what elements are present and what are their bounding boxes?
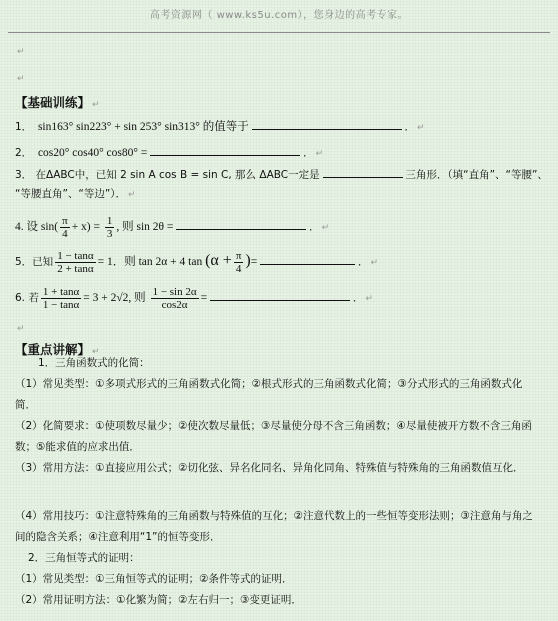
question-5: 5．已知 $\frac{1 - \tan\alpha}{2 + \tan\alpha}$ = 1．则 tan 2α + 4 tan (α + $\frac{\pi}{4}$ )= ． ↵ (15, 250, 378, 275)
question-3-line-1: 3． 在ΔABC中，已知 2 sin A cos B = sin C, 那么 ΔABC一定是 三角形．（填“直角”、“等腰”、 (15, 169, 548, 181)
question-6: 6. 若 $\frac{1 + \tan\alpha}{1 - \tan\alpha}$ = 3 + 2√2, 则 $\frac{1 - \sin 2\alpha}{\cos 2\alpha}$ = ． ↵ (15, 286, 373, 311)
paragraph-mark: ↵ (17, 324, 25, 334)
question-2: 2． cos20° cos40° cos80° = ． ↵ (15, 147, 324, 159)
subsection-identity-proof: 2．三角恒等式的证明： (28, 552, 140, 564)
paragraph-mark: ↵ (17, 47, 25, 57)
paragraph-methods: （3）常用方法：①直接应用公式；②切化弦、异名化同名、异角化同角、特殊值与特殊角的三角函数值互化． (15, 462, 524, 474)
paragraph-common-types: （1）常见类型：①多项式形式的三角函数式化简；②根式形式的三角函数式化简；③分式形式的三角函数式化简． (15, 378, 523, 411)
answer-blank[interactable] (150, 145, 300, 156)
section-title-basic-training: 【基础训练】 ↵ (15, 95, 100, 110)
answer-blank[interactable] (176, 219, 306, 230)
paragraph-mark: ↵ (17, 74, 25, 84)
paragraph-proof-methods: （2）常用证明方法：①化繁为简；②左右归一；③变更证明． (15, 594, 302, 606)
question-3-line-2: “等腰直角”、“等边”）． ↵ (15, 188, 136, 200)
section-title-key-points: 【重点讲解】 ↵ (15, 342, 100, 357)
answer-blank[interactable] (260, 254, 355, 265)
subsection-simplification: 1．三角函数式的化简： (38, 357, 150, 369)
paragraph-requirements: （2）化简要求：①使项数尽量少；②使次数尽量低；③尽量使分母不含三角函数；④尽量使被开方数不含三角函数；⑤能求值的应求出值． (15, 420, 532, 453)
question-4: 4. 设 sin( $\frac{\pi}{4}$ + x) = $\frac{1}{3}$ , 则 sin 2θ = ． ↵ (15, 215, 330, 240)
page-header: 高考资源网（ www.ks5u.com），您身边的高考专家。 (8, 0, 550, 33)
paragraph-proof-types: （1）常见类型：①三角恒等式的证明；②条件等式的证明． (15, 573, 293, 585)
answer-blank[interactable] (210, 290, 350, 301)
paragraph-techniques: （4）常用技巧：①注意特殊角的三角函数与特殊值的互化；②注意代数上的一些恒等变形法则；③注意角与角之间的隐含关系；④注意利用“1”的恒等变形． (15, 510, 533, 543)
question-1: 1． sin163° sin223° + sin 253° sin313° 的值等于 ． ↵ (15, 121, 425, 133)
answer-blank[interactable] (323, 167, 403, 178)
answer-blank[interactable] (252, 119, 402, 130)
